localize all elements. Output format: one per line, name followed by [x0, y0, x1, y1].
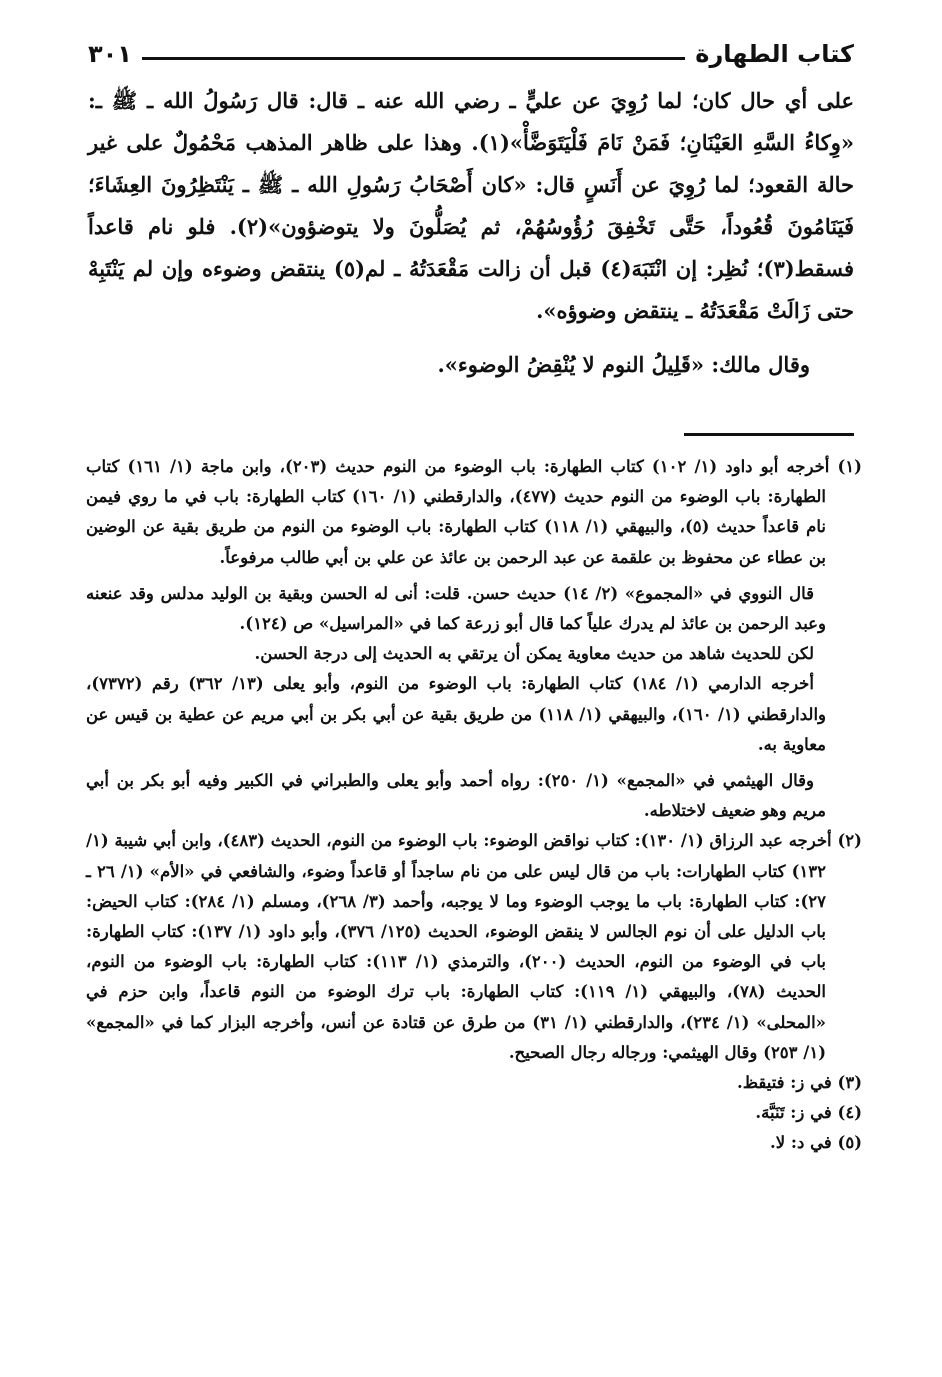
footnote-4: (٤) في ز: تَنَبَّهَ. [755, 1103, 862, 1123]
footnote-3: (٣) في ز: فتيقظ. [736, 1073, 862, 1093]
main-text [88, 80, 854, 386]
header-rule [142, 57, 685, 60]
footnote-1: (١) أخرجه أبو داود (١/ ١٠٢) كتاب الطهارة: باب الوضوء من النوم حديث (٢٠٣)، وابن ماجة (١/ ١٦١) كتاب الطهارة: باب الوضوء من النوم حديث (٤٧٧)، والدارقطني (١/ ١٦٠) كتاب الطهارة: باب في ما روي فيمن نام قاعداً حديث (٥)، والبيهقي (١/ ١١٨) كتاب الطهارة: باب الوضوء من النوم من طريق بقية عن الوضين بن عطاء عن محفوظ بن علقمة عن عبد الرحمن بن عائذ عن علي بن أبي طالب مرفوعاً. [86, 457, 862, 567]
page-header [88, 36, 854, 72]
page-number: ٣٠١ [88, 40, 132, 68]
footnotes [86, 452, 862, 1159]
footnote-5: (٥) في د: لا. [770, 1133, 862, 1153]
footnote-separator [684, 433, 854, 436]
footnote-1-nawawi: قال النووي في «المجموع» (٢/ ١٤) حديث حسن. قلت: أنى له الحسن وبقية بن الوليد مدلس وقد عنعنه وعبد الرحمن بن عائذ لم يدرك علياً كما قال أبو زرعة كما في «المراسيل» ص (١٢٤). [86, 583, 826, 634]
malik-quote: وقال مالك: «قَلِيلُ النوم لا يُنْقِضُ الوضوء». [437, 352, 810, 377]
main-paragraph: على أي حال كان؛ لما رُوِيَ عن عليٍّ ـ رضي الله عنه ـ قال: قال رَسُولُ الله ـ ﷺ ـ: «وِكاءُ السَّهِ العَيْنَانِ؛ فَمَنْ نَامَ فَلْيَتَوَضَّأْ»(١). وهذا على ظاهر المذهب مَحْمُولٌ على غير حالة القعود؛ لما رُوِيَ عن أَنَسٍ قال: «كان أَصْحَابُ رَسُولِ الله ـ ﷺ ـ يَنْتَظِرُونَ العِشَاءَ؛ فَيَنَامُونَ قُعُوداً، حَتَّى تَخْفِقَ رُؤُوسُهُمْ، ثم يُصَلُّونَ ولا يتوضؤون»(٢). فلو نام قاعداً فسقط(٣)؛ نُظِر: إن انْتَبَهَ(٤) قبل أن زالت مَقْعَدَتُهُ ـ لم(٥) ينتقض وضوءه وإن لم يَنْتَبِهْ حتى زَالَتْ مَقْعَدَتُهُ ـ ينتقض وضوؤه». [88, 88, 854, 323]
footnote-1-darimi: أخرجه الدارمي (١/ ١٨٤) كتاب الطهارة: باب الوضوء من النوم، وأبو يعلى (١٣/ ٣٦٢) رقم (٧٣٧٢)، والدارقطني (١/ ١٦٠)، والبيهقي (١/ ١١٨) من طريق بقية عن أبي بكر بن أبي مريم عن عطية بن قيس عن معاوية به. [86, 674, 827, 754]
chapter-title: كتاب الطهارة [695, 40, 854, 68]
footnote-1-haythami: وقال الهيثمي في «المجمع» (١/ ٢٥٠): رواه أحمد وأبو يعلى والطبراني في الكبير وفيه أبو بكر بن أبي مريم وهو ضعيف لاختلاطه. [86, 771, 826, 821]
footnote-2: (٢) أخرجه عبد الرزاق (١/ ١٣٠): كتاب نواقض الوضوء: باب الوضوء من النوم، الحديث (٤٨٣)، وابن أبي شيبة (١/ ١٣٢) كتاب الطهارات: باب من قال ليس على من نام ساجداً أو قاعداً وضوء، والشافعي في «الأم» (١/ ٢٦ ـ ٢٧): كتاب الطهارة: باب ما يوجب الوضوء وما لا يوجبه، وأحمد (٣/ ٢٦٨)، ومسلم (١/ ٢٨٤): كتاب الحيض: باب الدليل على أن نوم الجالس لا ينقض الوضوء، الحديث (١٢٥/ ٣٧٦)، وأبو داود (١/ ١٣٧): كتاب الطهارة: باب في الوضوء من النوم، الحديث (٢٠٠)، والترمذي (١/ ١١٣): كتاب الطهارة: باب الوضوء من النوم، الحديث (٧٨)، والبيهقي (١/ ١١٩): كتاب الطهارة: باب ترك الوضوء من النوم قاعداً، وابن حزم في «المحلى» (١/ ٢٣٤)، والدارقطني (١/ ٣١) من طرق عن قتادة عن أنس، وأخرجه البزار كما في «المجمع» (١/ ٢٥٣) وقال الهيثمي: ورجاله رجال الصحيح. [86, 831, 862, 1062]
footnote-1-muawiya: لكن للحديث شاهد من حديث معاوية يمكن أن يرتقي به الحديث إلى درجة الحسن. [254, 644, 814, 664]
